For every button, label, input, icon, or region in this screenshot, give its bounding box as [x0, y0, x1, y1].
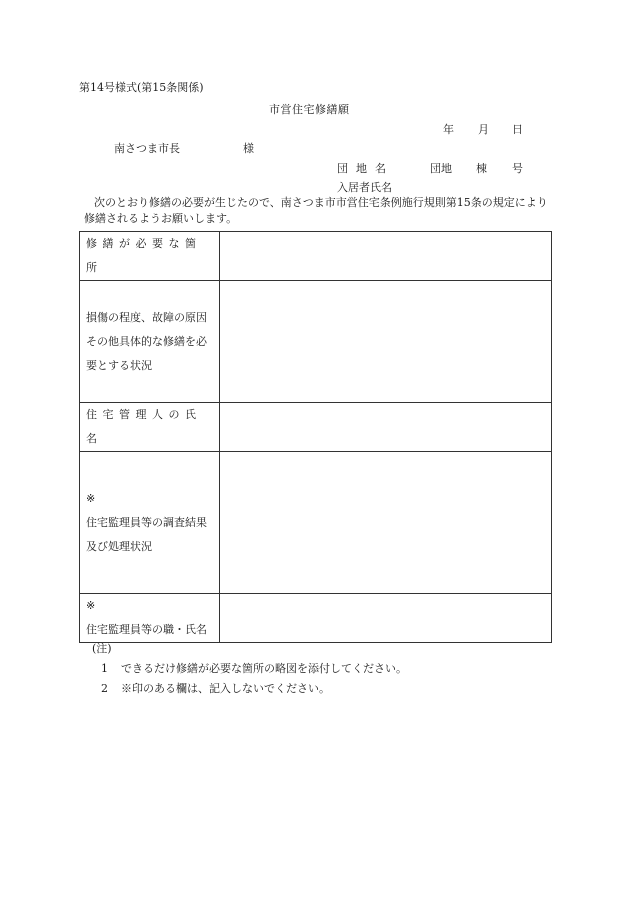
note-item: [101, 662, 407, 676]
danchi-name-label: 団地名: [337, 162, 394, 175]
repair-location-label: [80, 232, 220, 281]
note-text: ※印のある欄は、記入しないでください。: [121, 682, 330, 695]
notes-heading: (注): [92, 642, 112, 655]
addressee-honorific: 様: [243, 142, 254, 155]
table-row: [80, 452, 552, 594]
document-title: 市営住宅修繕願: [269, 103, 350, 116]
inspector-title-name-field[interactable]: [220, 594, 552, 643]
note-text: できるだけ修繕が必要な箇所の略図を添付してください。: [121, 662, 407, 675]
housing-manager-name-field[interactable]: [220, 403, 552, 452]
row-label-text: 住宅監理員等の調査結果及び処理状況: [86, 515, 207, 553]
unit-suffix: 号: [512, 162, 523, 175]
office-use-mark: ※: [86, 599, 96, 612]
table-row: [80, 403, 552, 452]
addressee: 南さつま市長: [114, 142, 180, 155]
table-row: [80, 232, 552, 281]
note-number: 1: [101, 662, 108, 675]
building-suffix: 棟: [476, 162, 487, 175]
inspection-result-field[interactable]: [220, 452, 552, 594]
row-label-text: 住宅管理人の氏名: [86, 408, 202, 445]
repair-location-field[interactable]: [220, 232, 552, 281]
danchi-suffix: 団地: [430, 162, 452, 175]
date-month-label: 月: [478, 123, 489, 136]
date-year-label: 年: [443, 123, 454, 136]
note-item: [101, 682, 330, 696]
table-row: [80, 281, 552, 403]
table-row: [80, 594, 552, 643]
inspector-title-name-label: [80, 594, 220, 643]
inspection-result-label: [80, 452, 220, 594]
date-day-label: 日: [512, 123, 523, 136]
housing-manager-name-label: [80, 403, 220, 452]
office-use-mark: ※: [86, 491, 96, 505]
damage-condition-label: [80, 281, 220, 403]
repair-request-table: [79, 231, 552, 643]
request-body-text: 次のとおり修繕の必要が生じたので、南さつま市市営住宅条例施行規則第15条の規定により修繕されるようお願いします。: [84, 196, 548, 225]
row-label-text: 住宅監理員等の職・氏名: [86, 623, 207, 636]
resident-name-label: 入居者氏名: [337, 181, 392, 194]
damage-condition-field[interactable]: [220, 281, 552, 403]
note-number: 2: [101, 682, 108, 695]
row-label-text: 修繕が必要な箇所: [86, 237, 202, 274]
row-label-text: 損傷の程度、故障の原因その他具体的な修繕を必要とする状況: [86, 310, 207, 372]
form-number: 第14号様式(第15条関係): [79, 81, 204, 94]
